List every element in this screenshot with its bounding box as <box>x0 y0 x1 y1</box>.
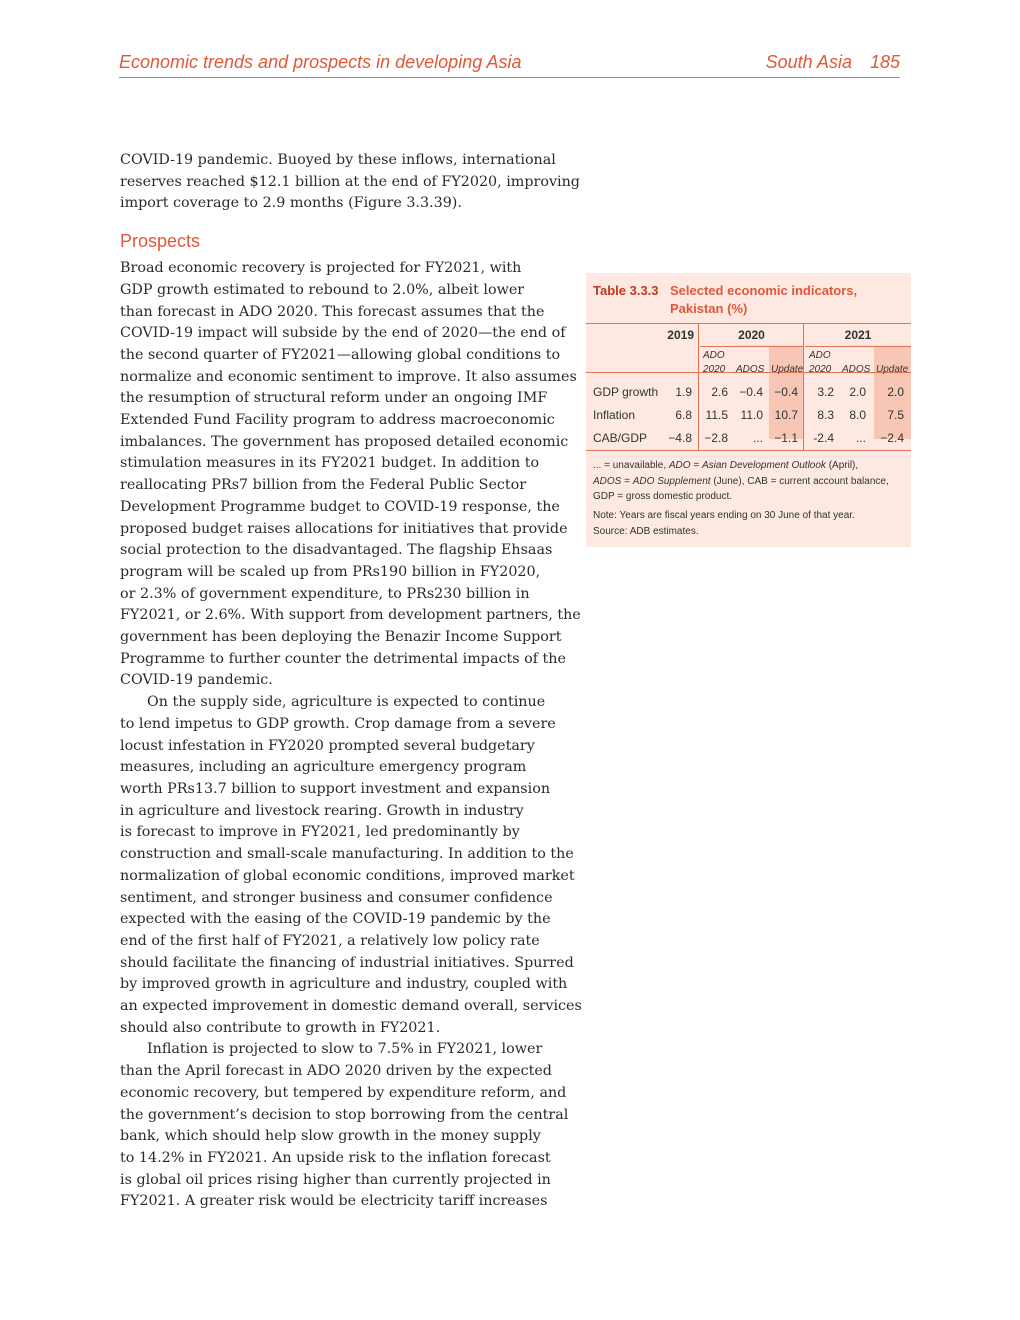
text-line: Inflation is projected to slow to 7.5% in FY2021, lower <box>147 1041 543 1058</box>
table-cell: 2.6 <box>711 385 728 399</box>
table-cell: 1.9 <box>675 385 692 399</box>
table-cell: −0.4 <box>739 385 763 399</box>
running-header <box>119 50 900 78</box>
table-top-rule <box>586 323 911 324</box>
text-line: measures, including an agriculture emergency program <box>120 759 527 776</box>
text-line: COVID-19 pandemic. Buoyed by these inflows, international <box>120 152 556 168</box>
table-cell: −2.4 <box>880 431 904 445</box>
subheader-ados-2021: ADOS <box>842 364 871 375</box>
year-2021: 2021 <box>844 328 872 342</box>
table-cell: −1.1 <box>774 431 798 445</box>
text-line: to lend impetus to GDP growth. Crop damage from a severe <box>120 715 556 732</box>
chapter-title: Economic trends and prospects in developing Asia <box>119 52 522 72</box>
paragraph-3 <box>120 1039 590 1213</box>
text-line: should also contribute to growth in FY2021. <box>120 1019 441 1036</box>
text-line: Extended Fund Facility program to address macroeconomic <box>120 412 555 429</box>
text-line: COVID-19 pandemic. <box>120 672 273 689</box>
fiscal-year-note: Note: Years are fiscal years ending on 30 June of that year. <box>593 509 855 521</box>
table-cell: −4.8 <box>668 431 692 445</box>
text-line: should facilitate the financing of industrial initiatives. Spurred <box>120 954 574 971</box>
year-underline-2020 <box>700 346 803 347</box>
abbreviations-note: ... = unavailable, ADO = Asian Development Outlook (April), ADOS = ADO Supplement (June), CAB = current account balance, GDP = gross domestic product. <box>593 460 889 502</box>
text-line: an expected improvement in domestic demand overall, services <box>120 998 582 1015</box>
text-line: stimulation measures in its FY2021 budget. In addition to <box>120 455 540 472</box>
table-title-line2: Pakistan (%) <box>670 301 748 316</box>
text-line: or 2.3% of government expenditure, to PRs230 billion in <box>120 585 530 602</box>
paragraph-1 <box>120 258 590 692</box>
text-line: social protection to the disadvantaged. The flagship Ehsaas <box>120 542 553 559</box>
text-line: reallocating PRs7 billion from the Federal Public Sector <box>120 477 527 494</box>
economic-indicators-table <box>586 273 911 547</box>
table-cell: 10.7 <box>774 408 798 422</box>
text-line: to 14.2% in FY2021. An upside risk to the inflation forecast <box>120 1149 551 1166</box>
text-line: is forecast to improve in FY2021, led predominantly by <box>120 824 520 841</box>
year-2019: 2019 <box>667 328 694 342</box>
text-line: government has been deploying the Benazir Income Support <box>120 629 562 646</box>
text-line: economic recovery, but tempered by expenditure reform, and <box>120 1084 567 1101</box>
row-label-inflation: Inflation <box>593 408 636 422</box>
table-cell: ... <box>752 431 763 445</box>
year-2020: 2020 <box>738 328 765 342</box>
page-number: 185 <box>869 52 900 72</box>
text-line: the resumption of structural reform under an ongoing IMF <box>120 390 548 407</box>
text-line: expected with the easing of the COVID-19 pandemic by the <box>120 911 551 928</box>
text-line: normalize and economic sentiment to improve. It also assumes <box>120 368 577 385</box>
text-line: than the April forecast in ADO 2020 driven by the expected <box>120 1063 552 1080</box>
paragraph-2 <box>120 692 590 1039</box>
section-page <box>766 52 900 73</box>
text-line: proposed budget raises allocations for initiatives that provide <box>120 520 568 537</box>
text-line: program will be scaled up from PRs190 billion in FY2020, <box>120 563 541 580</box>
body-text-column <box>120 150 590 1213</box>
table-cell: 11.0 <box>740 408 763 422</box>
text-line: import coverage to 2.9 months (Figure 3.3.39). <box>120 195 462 212</box>
text-line: construction and small-scale manufacturing. In addition to the <box>120 846 574 863</box>
table-cell: 8.0 <box>849 408 866 422</box>
text-line: by improved growth in agriculture and industry, coupled with <box>120 976 568 993</box>
table-cell: 11.5 <box>705 408 728 422</box>
text-line: than forecast in ADO 2020. This forecast assumes that the <box>120 303 545 320</box>
section-heading: Prospects <box>120 231 201 252</box>
text-line: Broad economic recovery is projected for FY2021, with <box>120 260 522 277</box>
subheader-ado-2020: ADO 2020 <box>703 350 726 375</box>
text-line: Programme to further counter the detrimental impacts of the <box>120 650 566 667</box>
table-cell: ... <box>855 431 866 445</box>
text-line: sentiment, and stronger business and consumer confidence <box>120 889 553 906</box>
table-cell: 3.2 <box>817 385 834 399</box>
text-line: worth PRs13.7 billion to support investment and expansion <box>120 780 551 797</box>
intro-paragraph <box>120 150 590 215</box>
table-cell: −0.4 <box>774 385 798 399</box>
text-line: the government’s decision to stop borrowing from the central <box>120 1106 569 1123</box>
table-cell: −2.8 <box>704 431 728 445</box>
row-label-gdp-growth: GDP growth <box>593 385 659 399</box>
section-name: South Asia <box>765 52 852 72</box>
text-line: in agriculture and livestock rearing. Growth in industry <box>120 802 524 819</box>
table-title-line1: Selected economic indicators, <box>670 283 858 298</box>
table-bottom-rule <box>586 450 911 451</box>
table-cell: 7.5 <box>887 408 904 422</box>
text-line: COVID-19 impact will subside by the end of 2020—the end of <box>120 325 566 342</box>
text-line: locust infestation in FY2020 prompted several budgetary <box>120 737 535 754</box>
source-note: Source: ADB estimates. <box>593 526 699 537</box>
subheader-update-2020: Update <box>771 364 804 375</box>
text-line: GDP growth estimated to rebound to 2.0%, albeit lower <box>120 281 525 298</box>
text-line: On the supply side, agriculture is expected to continue <box>147 694 546 711</box>
subheader-ados-2020: ADOS <box>736 364 765 375</box>
text-line: end of the first half of FY2021, a relatively low policy rate <box>120 932 540 949</box>
text-line: bank, which should help slow growth in the money supply <box>120 1128 541 1145</box>
subheader-ado-2021: ADO 2020 <box>809 350 832 375</box>
text-line: normalization of global economic conditions, improved market <box>120 867 575 884</box>
table-cell: 8.3 <box>817 408 834 422</box>
subheader-update-2021: Update <box>876 364 909 375</box>
text-line: Development Programme budget to COVID-19 response, the <box>120 498 560 515</box>
text-line: imbalances. The government has proposed detailed economic <box>120 433 569 450</box>
table-cell: 6.8 <box>675 408 692 422</box>
table-cell: 2.0 <box>887 385 904 399</box>
text-line: is global oil prices rising higher than currently projected in <box>120 1171 551 1188</box>
table-cell: -2.4 <box>813 431 834 445</box>
year-underline-2021 <box>805 346 911 347</box>
row-label-cab-gdp: CAB/GDP <box>593 431 648 445</box>
table-notes <box>593 458 903 543</box>
table-cell: 2.0 <box>849 385 866 399</box>
table-number: Table 3.3.3 <box>593 283 659 298</box>
text-line: FY2021, or 2.6%. With support from development partners, the <box>120 607 581 624</box>
text-line: reserves reached $12.1 billion at the end of FY2020, improving <box>120 173 580 190</box>
table-title <box>593 282 903 318</box>
text-line: the second quarter of FY2021—allowing global conditions to <box>120 346 561 363</box>
text-line: FY2021. A greater risk would be electricity tariff increases <box>120 1193 548 1210</box>
